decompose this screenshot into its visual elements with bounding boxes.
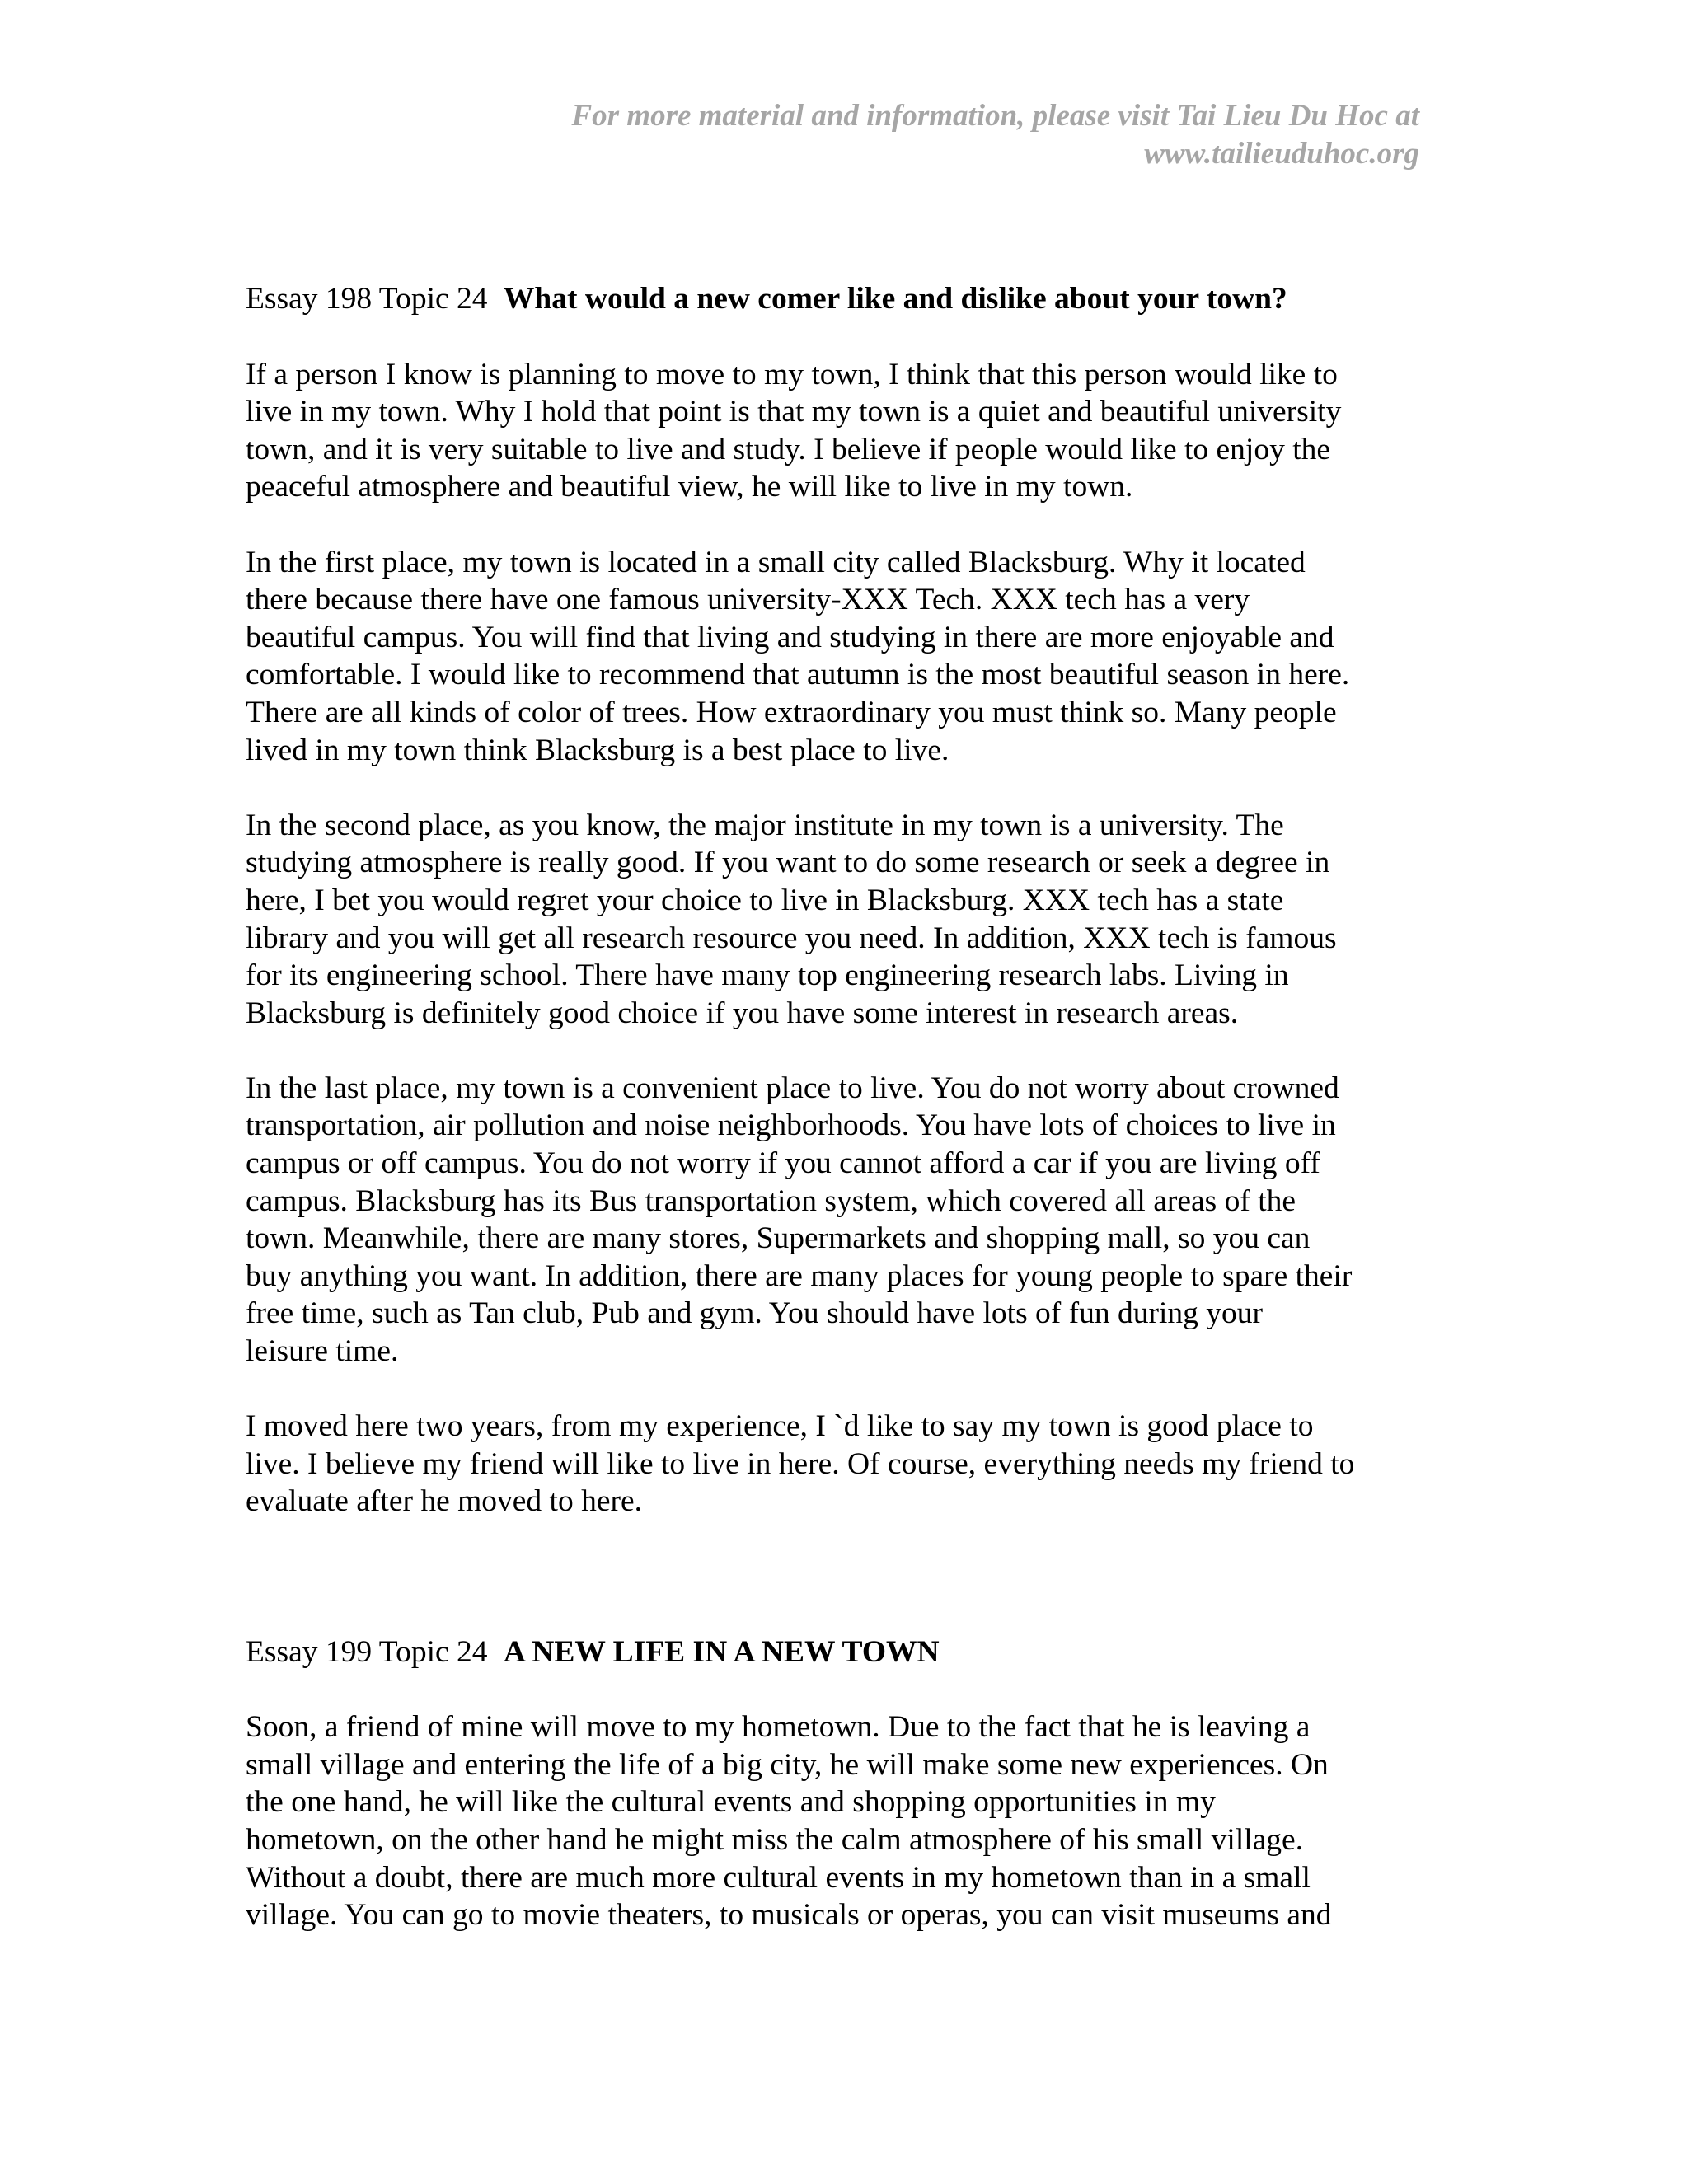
paragraph: [246, 1408, 1432, 1521]
text-line: campus or off campus. You do not worry if you cannot afford a car if you are living off: [246, 1146, 1320, 1181]
text-line: In the last place, my town is a convenient place to live. You do not worry about crowned: [246, 1071, 1339, 1105]
text-line: peaceful atmosphere and beautiful view, he will like to live in my town.: [246, 470, 1133, 504]
text-line: small village and entering the life of a big city, he will make some new experiences. On: [246, 1747, 1329, 1782]
text-line: In the second place, as you know, the major institute in my town is a university. The: [246, 808, 1284, 842]
paragraph: [246, 544, 1432, 770]
essay-label: Essay 198 Topic 24: [246, 282, 488, 316]
text-line: Blacksburg is definitely good choice if you have some interest in research areas.: [246, 996, 1239, 1030]
paragraph: [246, 356, 1432, 506]
text-line: lived in my town think Blacksburg is a best place to live.: [246, 733, 950, 767]
essay-198: [246, 280, 1432, 1521]
essay-spacer: [246, 1558, 1432, 1633]
text-line: transportation, air pollution and noise neighborhoods. You have lots of choices to live in: [246, 1108, 1336, 1143]
essay-title: A NEW LIFE IN A NEW TOWN: [503, 1634, 940, 1669]
text-line: comfortable. I would like to recommend that autumn is the most beautiful season in here.: [246, 658, 1350, 692]
text-line: beautiful campus. You will find that living and studying in there are more enjoyable and: [246, 620, 1334, 654]
text-line: buy anything you want. In addition, there are many places for young people to spare their: [246, 1258, 1353, 1293]
paragraph: [246, 1070, 1432, 1371]
text-line: for its engineering school. There have many top engineering research labs. Living in: [246, 958, 1289, 993]
paragraph: [246, 1708, 1432, 1934]
text-line: hometown, on the other hand he might miss the calm atmosphere of his small village.: [246, 1822, 1304, 1857]
essay-label: Essay 199 Topic 24: [246, 1634, 488, 1669]
document-body: [246, 280, 1432, 1971]
essay-199: [246, 1633, 1432, 1934]
text-line: village. You can go to movie theaters, to musicals or operas, you can visit museums and: [246, 1898, 1332, 1933]
text-line: live. I believe my friend will like to live in here. Of course, everything needs my friend to: [246, 1446, 1355, 1481]
text-line: Without a doubt, there are much more cultural events in my hometown than in a small: [246, 1860, 1311, 1895]
header-line-2: www.tailieuduhoc.org: [1144, 137, 1419, 171]
text-line: there because there have one famous university-XXX Tech. XXX tech has a very: [246, 583, 1250, 617]
text-line: There are all kinds of color of trees. How extraordinary you must think so. Many people: [246, 695, 1337, 729]
text-line: live in my town. Why I hold that point is that my town is a quiet and beautiful university: [246, 395, 1342, 429]
paragraph: [246, 807, 1432, 1033]
text-line: I moved here two years, from my experience, I `d like to say my town is good place to: [246, 1409, 1314, 1444]
text-line: Soon, a friend of mine will move to my hometown. Due to the fact that he is leaving a: [246, 1710, 1311, 1745]
text-line: In the first place, my town is located in a small city called Blacksburg. Why it located: [246, 545, 1306, 579]
text-line: town, and it is very suitable to live and study. I believe if people would like to enjoy the: [246, 432, 1331, 466]
text-line: town. Meanwhile, there are many stores, Supermarkets and shopping mall, so you can: [246, 1221, 1311, 1256]
text-line: leisure time.: [246, 1334, 399, 1369]
header-line-1: For more material and information, please visit Tai Lieu Du Hoc at: [571, 99, 1419, 133]
text-line: studying atmosphere is really good. If you want to do some research or seek a degree in: [246, 846, 1330, 880]
text-line: If a person I know is planning to move to my town, I think that this person would like to: [246, 357, 1338, 391]
page-header: [571, 97, 1419, 173]
text-line: library and you will get all research resource you need. In addition, XXX tech is famous: [246, 921, 1337, 955]
text-line: campus. Blacksburg has its Bus transportation system, which covered all areas of the: [246, 1183, 1296, 1218]
text-line: evaluate after he moved to here.: [246, 1484, 642, 1519]
text-line: here, I bet you would regret your choice to live in Blacksburg. XXX tech has a state: [246, 883, 1284, 917]
essay-heading: [246, 280, 1432, 318]
essay-title: What would a new comer like and dislike about your town?: [503, 282, 1287, 316]
text-line: free time, such as Tan club, Pub and gym. You should have lots of fun during your: [246, 1296, 1264, 1331]
essay-heading: [246, 1633, 1432, 1671]
text-line: the one hand, he will like the cultural events and shopping opportunities in my: [246, 1785, 1216, 1820]
